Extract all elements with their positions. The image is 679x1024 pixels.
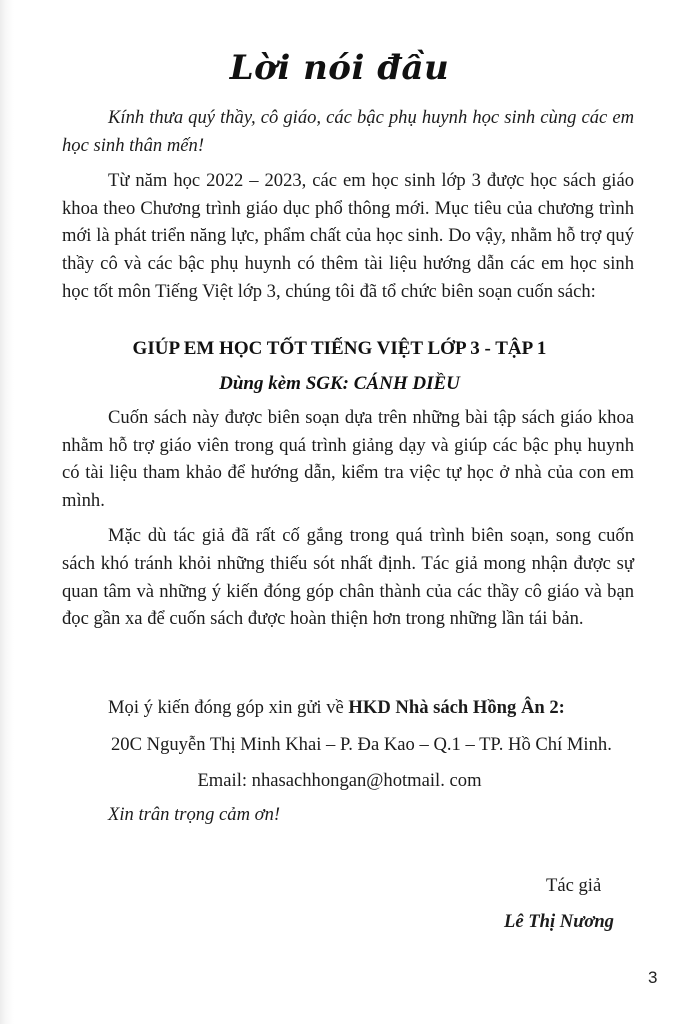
paragraph-1: Từ năm học 2022 – 2023, các em học sinh lớp 3 được học sách giáo khoa theo Chương trình giáo dục phổ thông mới. Mục tiêu của chương trình mới là phát triển năng lực, phẩm chất của học sinh. Do vậy, nhằm hỗ trợ quý thầy cô và các bậc phụ huynh có thêm tài liệu hướng dẫn các em học sinh học tốt môn Tiếng Việt lớp 3, chúng tôi đã tổ chức biên soạn cuốn sách: — [62, 170, 634, 302]
page-title: Lời nói đầu — [229, 48, 450, 88]
contact-name: HKD Nhà sách Hồng Ân 2: — [348, 697, 565, 718]
thanks-text: Xin trân trọng cảm ơn! — [108, 804, 281, 825]
paragraph-3: Mặc dù tác giả đã rất cố gắng trong quá trình biên soạn, song cuốn sách khó tránh khỏi những thiếu sót nhất định. Tác giả mong nhận được sự quan tâm và những ý kiến đóng góp chân thành của các thầy cô giáo và bạn đọc gần xa để cuốn sách được hoàn thiện hơn trong những lần tái bản. — [62, 525, 634, 630]
paragraph-2: Cuốn sách này được biên soạn dựa trên những bài tập sách giáo khoa nhằm hỗ trợ giáo viên trong quá trình giảng dạy và giúp các bậc phụ huynh có tài liệu tham khảo để hướng dẫn, kiểm tra việc tự học ở nhà của con em mình. — [62, 407, 634, 511]
contact-intro: Mọi ý kiến đóng góp xin gửi về — [108, 697, 349, 718]
greeting-text: Kính thưa quý thầy, cô giáo, các bậc phụ huynh học sinh cùng các em học sinh thân mến! — [62, 107, 634, 156]
address: 20C Nguyễn Thị Minh Khai – P. Đa Kao – Q.1 – TP. Hồ Chí Minh. — [111, 734, 612, 755]
contact-line — [108, 697, 565, 719]
author-label: Tác giả — [546, 875, 602, 896]
book-subtitle: Dùng kèm SGK: CÁNH DIỀU — [219, 373, 460, 394]
author-name: Lê Thị Nương — [504, 911, 614, 932]
body-section — [62, 404, 634, 633]
book-title: GIÚP EM HỌC TỐT TIẾNG VIỆT LỚP 3 - TẬP 1 — [132, 338, 547, 359]
page-number: 3 — [648, 968, 658, 987]
email: Email: nhasachhongan@hotmail. com — [197, 770, 482, 791]
intro-section — [62, 104, 634, 305]
